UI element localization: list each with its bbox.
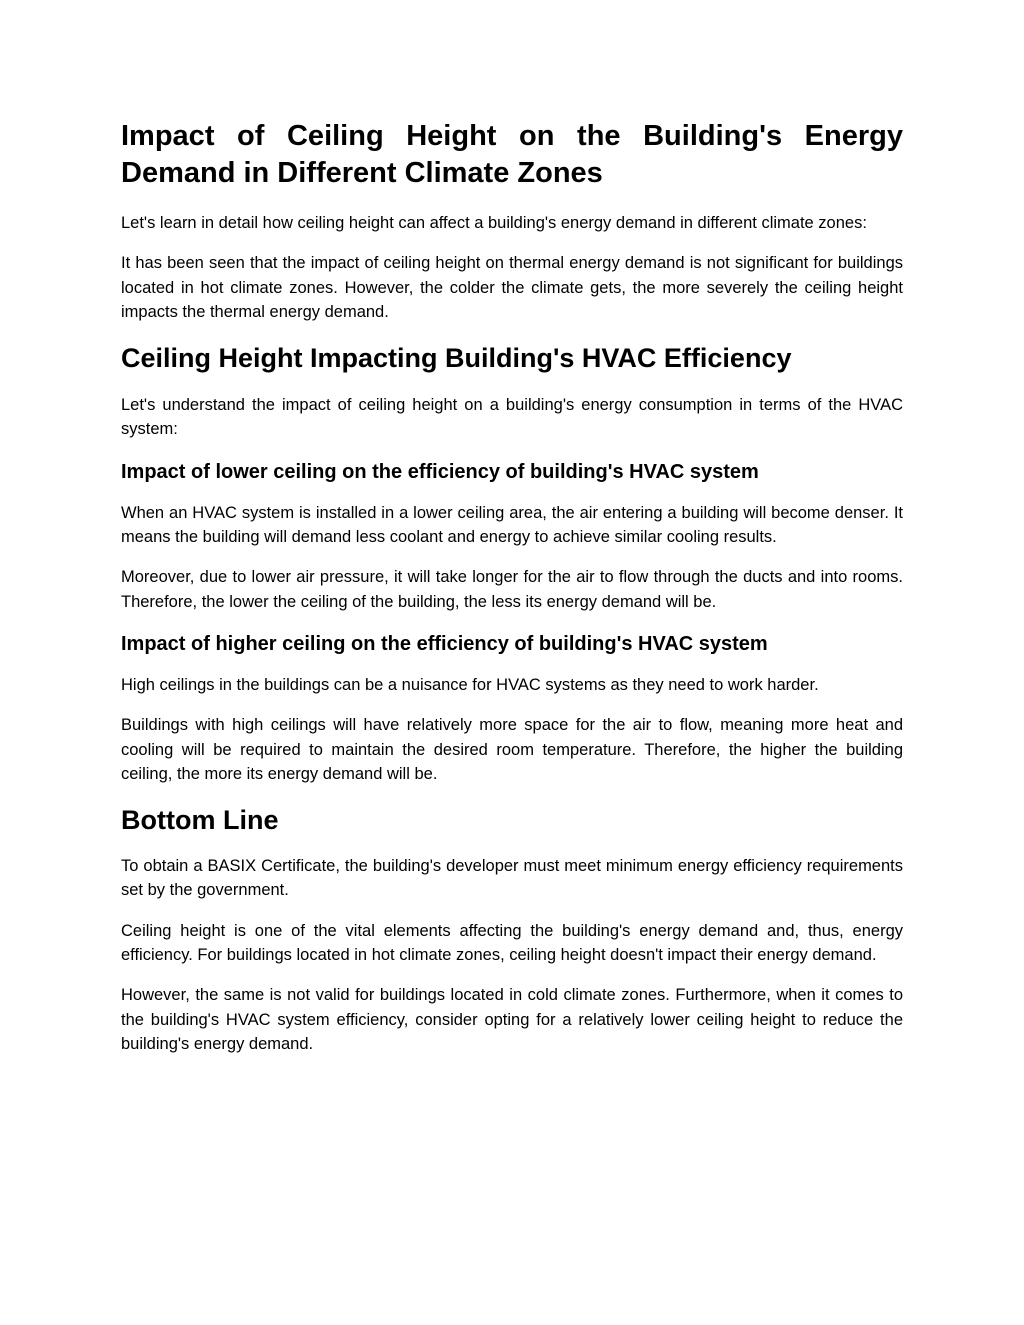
higher-ceiling-paragraph-2: Buildings with high ceilings will have relatively more space for the air to flow, meaning more heat and cooling will be required to maintain the desired room temperature. Therefore, the higher the building ceiling, the more its energy demand will be. <box>121 716 903 783</box>
higher-ceiling-heading: Impact of higher ceiling on the efficiency of building's HVAC system <box>121 632 768 655</box>
hvac-section-heading: Ceiling Height Impacting Building's HVAC Efficiency <box>121 343 792 374</box>
intro-paragraph-2: It has been seen that the impact of ceiling height on thermal energy demand is not significant for buildings located in hot climate zones. However, the colder the climate gets, the more severely the ceiling height impacts the thermal energy demand. <box>121 254 903 321</box>
bottom-line-paragraph-1: To obtain a BASIX Certificate, the building's developer must meet minimum energy efficiency requirements set by the government. <box>121 857 903 900</box>
lower-ceiling-heading: Impact of lower ceiling on the efficiency of building's HVAC system <box>121 460 759 483</box>
higher-ceiling-paragraph-1: High ceilings in the buildings can be a nuisance for HVAC systems as they need to work harder. <box>121 675 819 694</box>
document-title: Impact of Ceiling Height on the Building's Energy Demand in Different Climate Zones <box>121 120 903 189</box>
bottom-line-paragraph-2: Ceiling height is one of the vital elements affecting the building's energy demand and, thus, energy efficiency. For buildings located in hot climate zones, ceiling height doesn't impact their energy demand. <box>121 921 903 965</box>
intro-paragraph-1: Let's learn in detail how ceiling height can affect a building's energy demand in different climate zones: <box>121 214 867 232</box>
lower-ceiling-paragraph-2: Moreover, due to lower air pressure, it will take longer for the air to flow through the ducts and into rooms. Therefore, the lower the ceiling of the building, the less its energy demand will be. <box>121 568 903 611</box>
lower-ceiling-paragraph-1: When an HVAC system is installed in a lower ceiling area, the air entering a building will become denser. It means the building will demand less coolant and energy to achieve similar cooling results. <box>121 503 903 547</box>
hvac-intro-paragraph: Let's understand the impact of ceiling height on a building's energy consumption in terms of the HVAC system: <box>121 396 903 439</box>
bottom-line-heading: Bottom Line <box>121 805 279 836</box>
bottom-line-paragraph-3: However, the same is not valid for buildings located in cold climate zones. Furthermore, when it comes to the building's HVAC system efficiency, consider opting for a relatively lower ceiling height to reduce the building's energy demand. <box>121 986 903 1053</box>
